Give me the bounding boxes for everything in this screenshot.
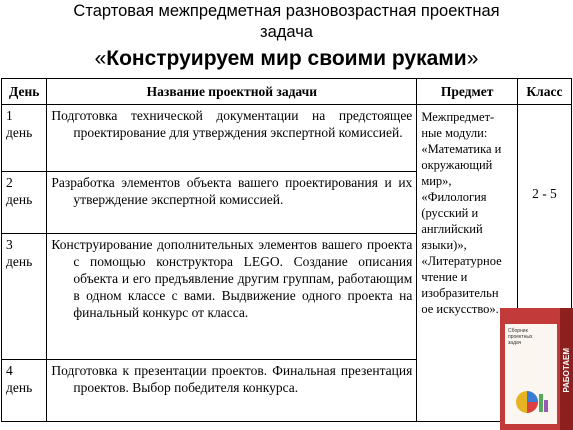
book-cover-line: проектных <box>508 334 533 340</box>
book-spine-text: РАБОТАЕМ <box>562 348 571 393</box>
header-day: День <box>2 79 47 105</box>
project-table <box>1 78 572 422</box>
day-number: 1 <box>6 108 13 123</box>
close-quote: » <box>466 47 479 70</box>
book-cover-line: задач <box>508 340 522 346</box>
task-cell <box>47 105 417 172</box>
table-row <box>2 105 572 172</box>
day-number: 4 <box>6 363 13 378</box>
class-value: 2 - 5 <box>532 186 557 201</box>
day-cell <box>2 172 47 234</box>
book-cover-image <box>500 308 573 430</box>
day-cell <box>2 105 47 172</box>
title-line-2: задача <box>260 23 313 41</box>
day-word: день <box>6 125 33 140</box>
project-title-main: Конструируем мир своими руками <box>106 47 467 70</box>
table-header-row <box>2 79 572 105</box>
header-class: Класс <box>517 79 571 105</box>
day-number: 3 <box>6 237 13 252</box>
book-spine <box>560 308 573 430</box>
book-cover-line: Сборник <box>508 328 528 334</box>
open-quote: « <box>94 47 107 70</box>
book-cover-text <box>508 328 532 346</box>
day-cell <box>2 360 47 422</box>
task-text: Подготовка технической документации на предстоящее проектирование для утверждения экспертной комиссией. <box>51 108 413 140</box>
day-cell <box>2 234 47 360</box>
day-number: 2 <box>6 175 13 190</box>
header-task: Название проектной задачи <box>47 79 417 105</box>
task-text: Подготовка к презентации проектов. Финальная презентация проектов. Выбор победителя конкурса. <box>51 363 413 395</box>
project-title <box>0 45 573 73</box>
title-line-1: Стартовая межпредметная разновозрастная проектная <box>73 2 500 20</box>
day-word: день <box>6 192 33 207</box>
task-cell <box>47 360 417 422</box>
task-text: Конструирование дополнительных элементов вашего проекта с помощью конструктора LEGO. Создание описания объекта и его предъявление другим группам, работающим в одном классе с вами. Выдвижение одного проекта на финальный конкурс от класса. <box>51 237 413 320</box>
day-word: день <box>6 380 33 395</box>
book-cover-chart-icon <box>513 386 549 416</box>
task-cell <box>47 172 417 234</box>
header-subject: Предмет <box>417 79 518 105</box>
subject-cell: Межпредмет-ные модули: «Математика и окружающий мир», «Филология (русский и английский языки)», «Литературное чтение и изобразительн ое искусство». <box>417 105 518 422</box>
task-cell <box>47 234 417 360</box>
task-text: Разработка элементов объекта вашего проектирования и их утверждение экспертной комиссией. <box>51 175 413 207</box>
book-cover-panel <box>505 324 557 424</box>
day-word: день <box>6 254 33 269</box>
